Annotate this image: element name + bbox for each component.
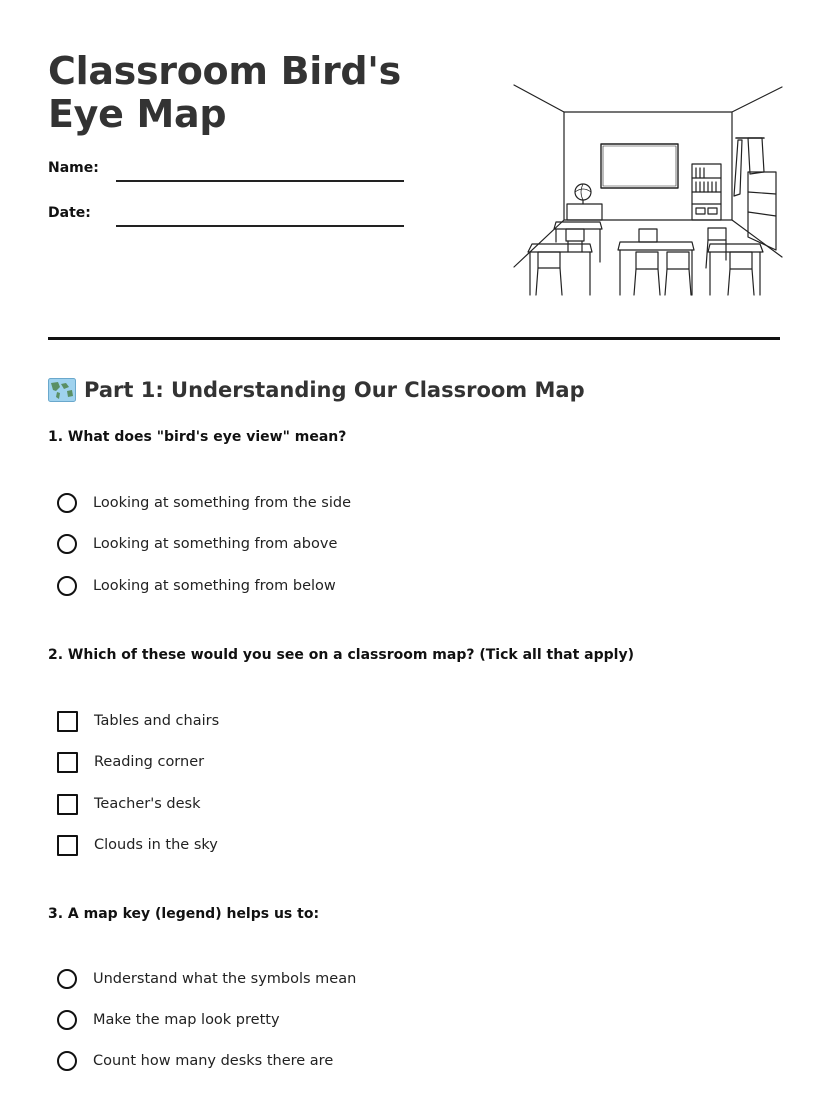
q2-option-1[interactable]: [57, 708, 219, 734]
option-label: Understand what the symbols mean: [93, 971, 357, 987]
page-title: Classroom Bird's Eye Map: [48, 49, 401, 136]
option-label: Clouds in the sky: [94, 837, 218, 853]
option-label: Tables and chairs: [94, 713, 220, 729]
checkbox[interactable]: [57, 752, 78, 773]
section-divider: [48, 337, 780, 340]
question-3: 3. A map key (legend) helps us to:: [48, 906, 320, 922]
checkbox[interactable]: [57, 835, 78, 856]
radio-button[interactable]: [57, 1010, 77, 1030]
q1-option-1[interactable]: [57, 490, 351, 516]
radio-button[interactable]: [57, 534, 77, 554]
q3-option-3[interactable]: [57, 1048, 333, 1074]
q3-option-2[interactable]: [57, 1007, 280, 1033]
classroom-illustration: [512, 82, 784, 300]
q2-option-3[interactable]: [57, 791, 200, 817]
option-label: Looking at something from above: [93, 536, 338, 552]
q1-option-2[interactable]: [57, 531, 337, 557]
question-2: 2. Which of these would you see on a classroom map? (Tick all that apply): [48, 647, 634, 663]
radio-button[interactable]: [57, 493, 77, 513]
name-field[interactable]: [48, 160, 408, 190]
option-label: Teacher's desk: [94, 796, 201, 812]
option-label: Looking at something from the side: [93, 495, 352, 511]
checkbox[interactable]: [57, 794, 78, 815]
option-label: Looking at something from below: [93, 578, 336, 594]
part1-heading: [48, 374, 585, 406]
radio-button[interactable]: [57, 969, 77, 989]
q1-option-3[interactable]: [57, 573, 336, 599]
date-label: Date:: [48, 205, 91, 221]
part1-title: Part 1: Understanding Our Classroom Map: [84, 378, 585, 402]
option-label: Reading corner: [94, 754, 205, 770]
q2-option-4[interactable]: [57, 832, 218, 858]
date-field[interactable]: [48, 205, 408, 235]
option-label: Make the map look pretty: [93, 1012, 280, 1028]
radio-button[interactable]: [57, 576, 77, 596]
name-label: Name:: [48, 160, 99, 176]
q3-option-1[interactable]: [57, 966, 356, 992]
option-label: Count how many desks there are: [93, 1053, 334, 1069]
q2-option-2[interactable]: [57, 749, 204, 775]
name-write-line[interactable]: [116, 180, 404, 182]
question-1: 1. What does "bird's eye view" mean?: [48, 429, 347, 445]
radio-button[interactable]: [57, 1051, 77, 1071]
world-map-icon: [48, 378, 76, 402]
date-write-line[interactable]: [116, 225, 404, 227]
checkbox[interactable]: [57, 711, 78, 732]
